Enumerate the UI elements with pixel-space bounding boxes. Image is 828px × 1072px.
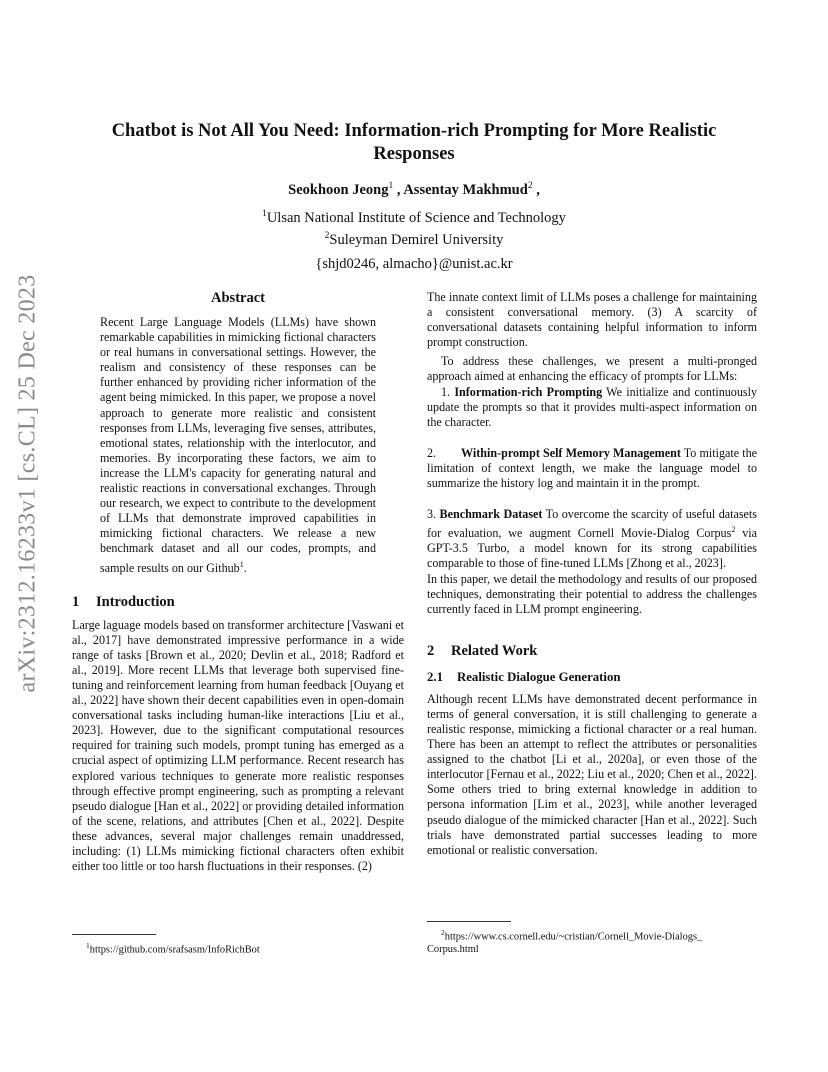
abstract-heading: Abstract [211,290,265,306]
affiliation-1 [80,205,748,227]
list-number: 2. [427,445,437,460]
list-item-title: Benchmark Dataset [439,507,543,522]
list-item-text: To mitigate the limitation of context length, we make the language model to summarize the history log and maintain it in the prompt. [427,445,757,491]
introduction-paragraph: Large laguage models based on transformer architecture [Vaswani et al., 2017] have demonstrated impressive performance in a wide range of tasks [Brown et al., 2020; Devlin et al., 2018; Radford et al., 2019]. More recent LLMs that leverage both supervised fine-tuning and reinforcement learning from human feedback [Ouyang et al., 2022] have shown their decent capabilities even in open-domain conversational tasks including human-like interactions [Liu et al., 2023]. However, due to the significant computational resources required for training such models, prompt tuning has emerged as a crucial aspect of optimizing LLM performance. Recent research has explored various techniques to generate more realistic responses through effective prompt engineering, such as prompting a relevant pseudo dialogue [Han et al., 2022] or providing detailed information of the scene, relations, and attributes [Chen et al., 2022]. Despite these advances, several major challenges remain unaddressed, including: (1) LLMs mimicking fictional characters often exhibit either too little or too harsh fluctuations in their responses. (2) [72,617,404,874]
abstract-body [100,315,376,576]
list-item-3 [427,507,757,571]
footnote-mark: 1 [239,559,244,569]
footnote-mark: 2 [731,525,736,535]
author-name: Assentay Makhmud [403,181,528,198]
affiliation-mark: 1 [262,209,267,219]
left-column [72,290,404,874]
section-number: 1 [72,593,80,610]
footnote-line: Corpus.html [427,944,479,956]
author-email: {shjd0246, almacho}@unist.ac.kr [315,255,513,272]
section-title: Related Work [451,642,538,659]
title-line-1: Chatbot is Not All You Need: Information-rich Prompting for More Realistic [111,121,717,141]
title-line-2: Responses [373,144,455,164]
section-title: Introduction [96,593,175,610]
author-trailing-comma: , [532,181,540,198]
list-number: 1. [441,384,451,399]
paragraph: The innate context limit of LLMs poses a challenge for maintaining a consistent conversational memory. (3) A scarcity of conversational datasets containing helpful information to inform prompt construction. [427,290,757,350]
subsection-title: Realistic Dialogue Generation [457,669,621,684]
affiliations [80,205,748,273]
affiliation-text: Ulsan National Institute of Science and Technology [266,209,566,226]
author-affil-mark: 1 [388,181,394,191]
paragraph: To address these challenges, we present a multi-pronged approach aimed at enhancing the efficacy of prompts for LLMs: [427,354,757,384]
paragraph: Although recent LLMs have demonstrated decent performance in terms of general conversation, it is still challenging to generate a realistic response, mimicking a fictional character or a real human. There has been an attempt to reflect the attributes or personalities assigned to the chatbot [Li et al., 2020a], or even those of the interlocutor [Fernau et al., 2022; Liu et al., 2020; Chen et al., 2022]. Some others tried to bring external knowledge in addition to persona information [Lim et al., 2023], while another leveraged pseudo dialogue of the mimicked character [Han et al., 2022]. Such trials have demonstrated partial successes leading to more emotional or realistic conversation. [427,691,757,857]
list-item-text: We initialize and continuously update the prompts so that it provides multi-aspect information on the character. [427,384,757,429]
author-affil-mark: 2 [527,181,533,191]
section-heading-introduction [72,594,404,611]
list-item-title: Information-rich Prompting [454,384,603,399]
paragraph: In this paper, we detail the methodology and results of our proposed techniques, demonstrating their potential to address the challenges currently faced in LLM prompt engineering. [427,571,757,616]
affiliation-2 [80,227,748,249]
abstract-end: . [243,560,247,575]
author-name: Seokhoon Jeong [288,181,389,198]
section-heading-related-work [427,643,757,660]
author-list [80,181,748,199]
affiliation-text: Suleyman Demirel University [329,231,504,248]
footnote-line [441,926,761,943]
footnote-rule [427,921,511,922]
paper-title [80,120,748,166]
footnote-2 [427,926,761,956]
author-separator: , [393,181,404,198]
list-number: 3. [427,507,437,522]
footnote-text: https://www.cs.cornell.edu/~cristian/Cornell_Movie-Dialogs_ [444,931,703,943]
affiliation-mark: 2 [324,230,330,241]
arxiv-side-stamp: arXiv:2312.16233v1 [cs.CL] 25 Dec 2023 [14,274,41,693]
footnote-text: https://github.com/srafsasm/InfoRichBot [89,944,260,956]
footnote-mark: 1 [86,941,90,950]
list-item-1 [427,385,757,430]
list-item-2 [427,446,757,491]
footnote-rule [72,934,156,935]
right-column [427,290,757,858]
section-number: 2 [427,642,435,659]
list-item-text: via GPT-3.5 Turbo, a model known for its strong capabilities comparable to those of fine-tuned LLMs [Zhong et al., 2023]. [427,526,757,571]
list-item-title: Within-prompt Self Memory Management [461,445,681,460]
footnote-1 [86,939,260,956]
subsection-heading [427,670,757,685]
subsection-number: 2.1 [427,669,443,684]
list-item-text: To overcome the scarcity of useful datasets for evaluation, we augment Cornell Movie-Dialog Corpus [427,507,757,541]
footnote-mark: 2 [441,928,445,937]
abstract-text: Recent Large Language Models (LLMs) have shown remarkable capabilities in mimicking fictional characters or real humans in conversational settings. However, the realism and consistency of these responses can be further enhanced by providing richer information of the agent being mimicked. In this paper, we propose a novel approach to generate more realistic and consistent responses from LLMs, leveraging five senses, attributes, emotional states, relationship with the interlocutor, and memories. By incorporating these factors, we aim to increase the LLM's capacity for generating natural and realistic reactions in conversational exchanges. Through our research, we expect to contribute to the development of LLMs that demonstrate improved capabilities in mimicking fictional characters. We release a new benchmark dataset and all our codes, prompts, and sample results on our Github [100,315,376,575]
